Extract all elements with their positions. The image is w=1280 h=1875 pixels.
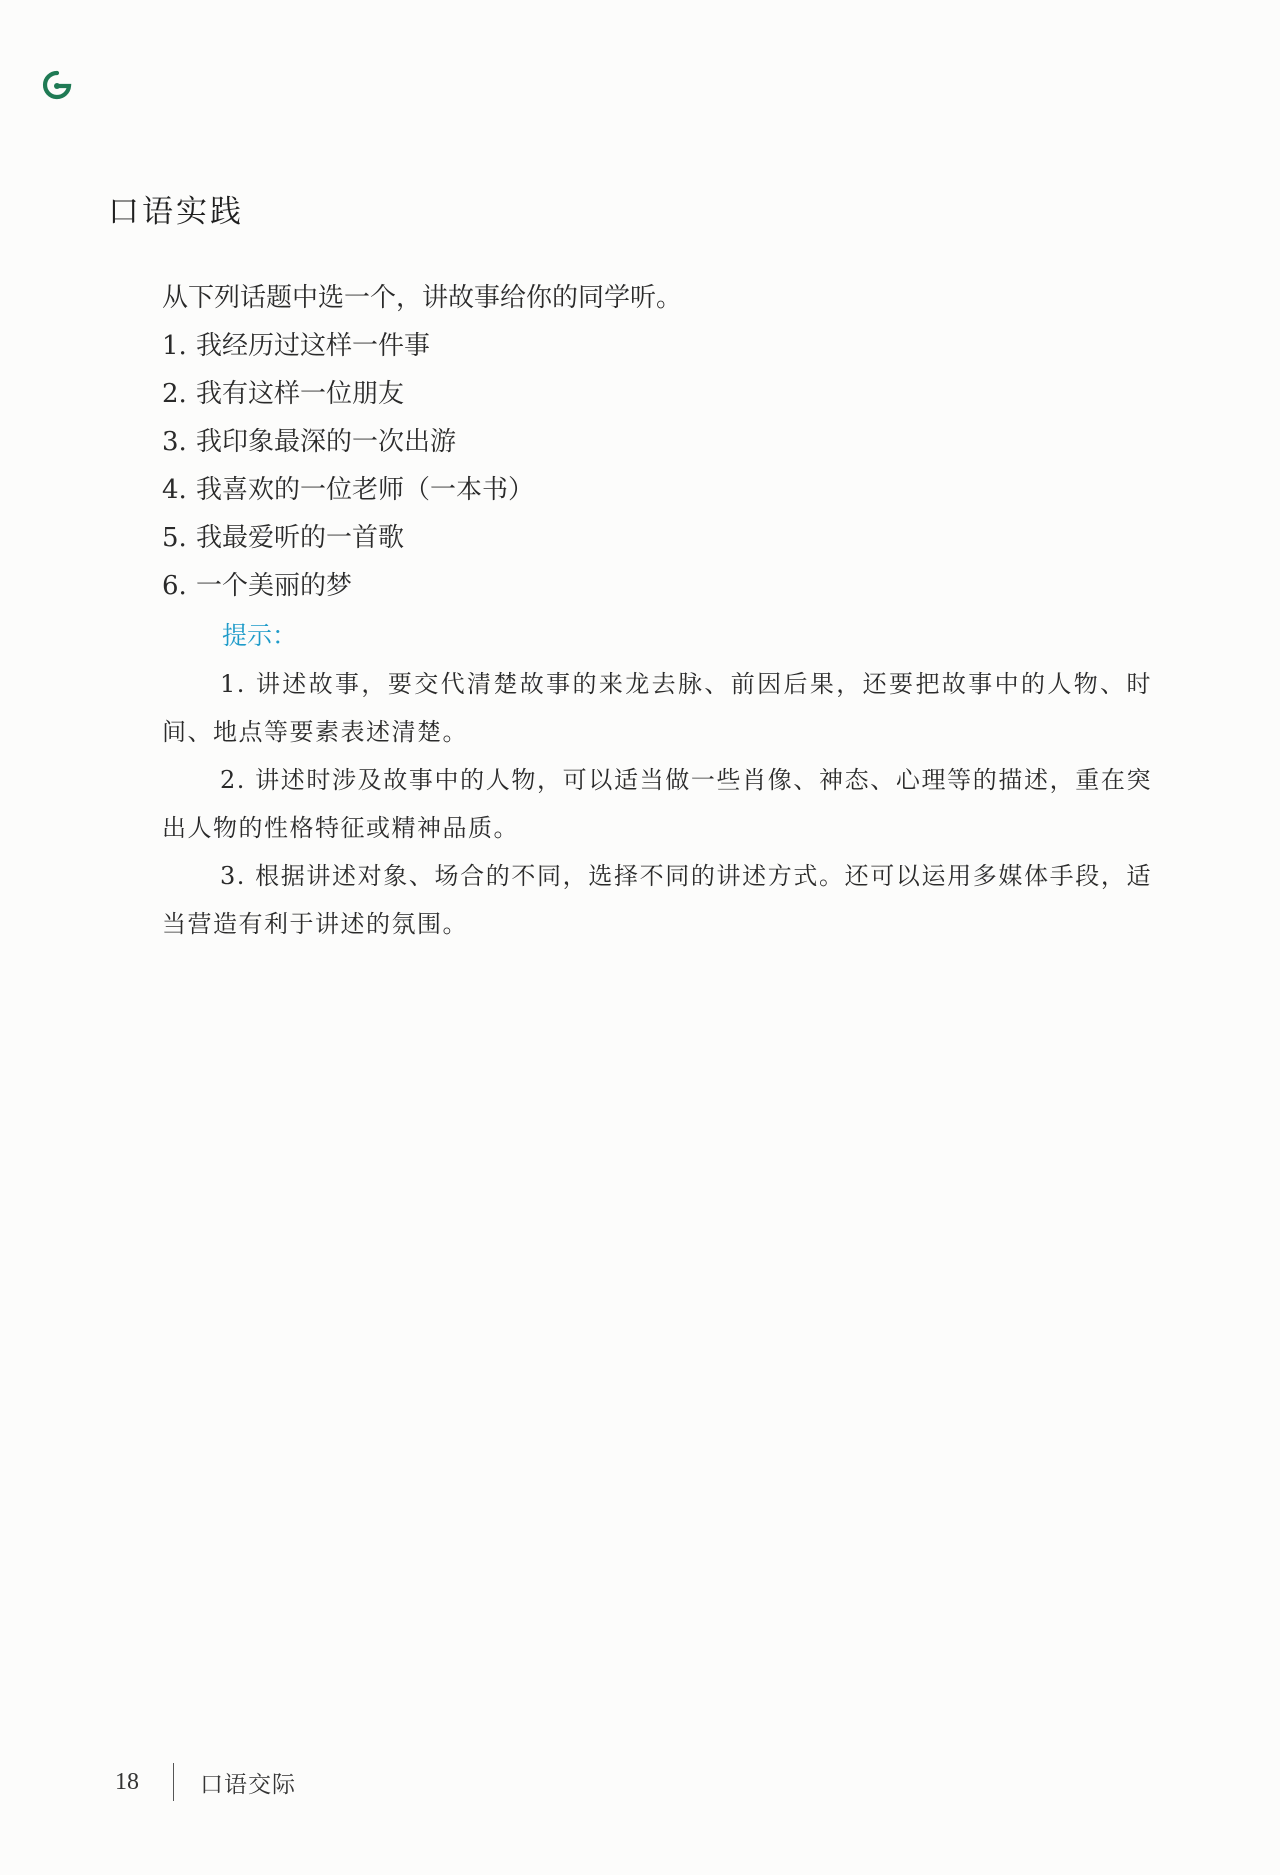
main-content bbox=[162, 274, 1152, 948]
intro-text: 从下列话题中选一个，讲故事给你的同学听。 bbox=[162, 283, 683, 313]
footer-divider bbox=[173, 1763, 174, 1801]
list-item: 2. 我有这样一位朋友 bbox=[162, 379, 405, 409]
list-item: 5. 我最爱听的一首歌 bbox=[162, 523, 405, 553]
footer-section-label: 口语交际 bbox=[200, 1771, 296, 1798]
list-item: 6. 一个美丽的梦 bbox=[162, 571, 353, 601]
publisher-logo-icon bbox=[42, 70, 72, 100]
list-item: 4. 我喜欢的一位老师（一本书） bbox=[162, 475, 535, 505]
tips-label: 提示： bbox=[222, 621, 298, 650]
list-item: 1. 我经历过这样一件事 bbox=[162, 331, 431, 361]
tip-paragraph: 1. 讲述故事，要交代清楚故事的来龙去脉、前因后果，还要把故事中的人物、时间、地点等要素表述清楚。 bbox=[162, 670, 1152, 746]
list-item: 3. 我印象最深的一次出游 bbox=[162, 427, 457, 457]
page-number: 18 bbox=[115, 1768, 139, 1795]
tip-paragraph: 3. 根据讲述对象、场合的不同，选择不同的讲述方式。还可以运用多媒体手段，适当营造有利于讲述的氛围。 bbox=[162, 862, 1152, 938]
section-title: 口语实践 bbox=[108, 194, 244, 230]
page-footer bbox=[115, 1764, 296, 1800]
tip-paragraph: 2. 讲述时涉及故事中的人物，可以适当做一些肖像、神态、心理等的描述，重在突出人物的性格特征或精神品质。 bbox=[162, 766, 1152, 842]
topic-list bbox=[162, 322, 1152, 610]
tips-section bbox=[162, 612, 1152, 948]
